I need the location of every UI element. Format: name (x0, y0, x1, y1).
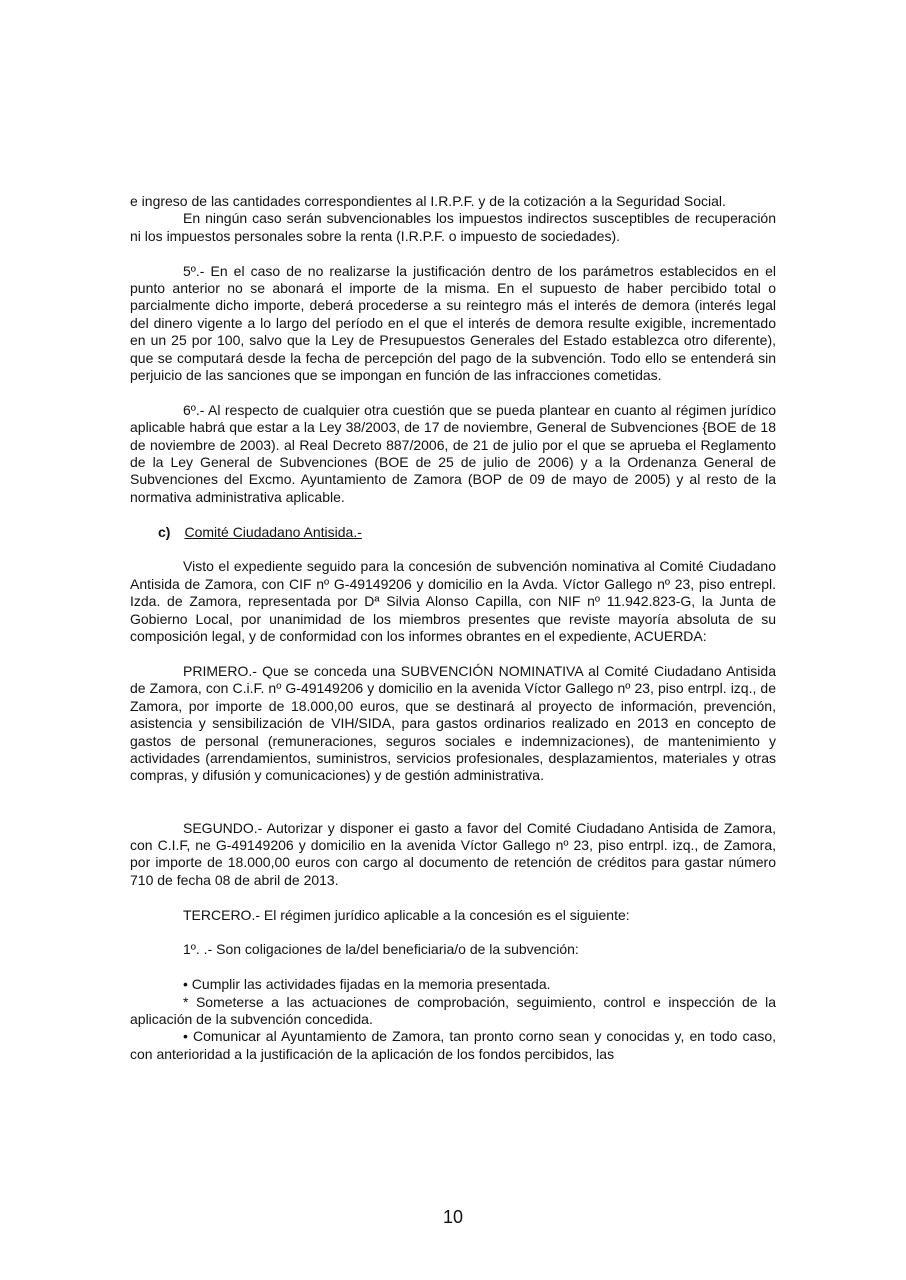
paragraph-punto-6: 6º.- Al respecto de cualquier otra cuestión que se pueda plantear en cuanto al régimen jurídico aplicable habrá que estar a la Ley 38/2003, de 17 de noviembre, General de Subvenciones {BOE de 18 de noviembre de 2003). al Real Decreto 887/2006, de 21 de julio por el que se aprueba el Reglamento de la Ley General de Subvenciones (BOE de 25 de julio de 2006) y a la Ordenanza General de Subvenciones del Excmo. Ayuntamiento de Zamora (BOP de 09 de mayo de 2005) y al resto de la normativa administrativa aplicable. (130, 401, 776, 505)
list-item-comunicar: • Comunicar al Ayuntamiento de Zamora, tan pronto corno sean y conocidas y, en todo caso, con anterioridad a la justificación de la aplicación de los fondos percibidos, las (130, 1028, 776, 1062)
paragraph-segundo: SEGUNDO.- Autorizar y disponer ei gasto a favor del Comité Ciudadano Antisida de Zamora, con C.I.F, ne G-49149206 y domicilio en la avenida Víctor Gallego nº 23, piso entrpl. izq., de Zamora, por importe de 18.000,00 euros con cargo al documento de retención de créditos para gastar número 710 de fecha 08 de abril de 2013. (130, 819, 776, 888)
paragraph-obligaciones: 1º. .- Son coligaciones de la/del beneficiaria/o de la subvención: (183, 941, 579, 958)
list-item-someterse: * Someterse a las actuaciones de comprobación, seguimiento, control e inspección de la aplicación de la subvención concedida. (130, 993, 776, 1027)
paragraph-cotizacion: e ingreso de las cantidades correspondientes al I.R.P.F. y de la cotización a la Seguridad Social. (130, 193, 726, 209)
section-c-title: Comité Ciudadano Antisida.- (184, 523, 362, 540)
paragraph-visto-expediente: Visto el expediente seguido para la concesión de subvención nominativa al Comité Ciudadano Antisida de Zamora, con CIF nº G-49149206 y domicilio en la Avda. Víctor Gallego nº 23, piso entrepl. Izda. de Zamora, representada por Dª Silvia Alonso Capilla, con NIF nº 11.942.823-G, la Junta de Gobierno Local, por unanimidad de los miembros presentes que reviste mayoría absoluta de su composición legal, y de conformidad con los informes obrantes en el expediente, ACUERDA: (130, 558, 776, 645)
section-c-heading (130, 524, 776, 541)
section-c-letter: c) (158, 523, 171, 540)
paragraph-impuestos: En ningún caso serán subvencionables los impuestos indirectos susceptibles de recuperación ni los impuestos personales sobre la renta (I.R.P.F. o impuesto de sociedades). (130, 210, 776, 244)
document-body (130, 193, 776, 1063)
list-item-cumplir: • Cumplir las actividades fijadas en la memoria presentada. (183, 976, 551, 993)
paragraph-tercero: TERCERO.- El régimen jurídico aplicable a la concesión es el siguiente: (183, 906, 630, 923)
page-number: 10 (442, 1207, 464, 1227)
paragraph-punto-5: 5º.- En el caso de no realizarse la justificación dentro de los parámetros establecidos en el punto anterior no se abonará el importe de la misma. En el supuesto de haber percibido total o parcialmente dicho importe, deberá procederse a su reintegro más el interés de demora (interés legal del dinero vigente a lo largo del período en el que el interés de demora resulte exigible, incrementado en un 25 por 100, salvo que la Ley de Presupuestos Generales del Estado establezca otro diferente), que se computará desde la fecha de percepción del pago de la subvención. Todo ello se entenderá sin perjuicio de las sanciones que se impongan en función de las infracciones cometidas. (130, 262, 776, 384)
paragraph-primero: PRIMERO.- Que se conceda una SUBVENCIÓN NOMINATIVA al Comité Ciudadano Antisida de Zamora, con C.i.F. nº G-49149206 y domicilio en la avenida Víctor Gallego nº 23, piso entrpl. izq., de Zamora, por importe de 18.000,00 euros, que se destinará al proyecto de información, prevención, asistencia y sensibilización de VIH/SIDA, para gastos ordinarios realizado en 2013 en concepto de gastos de personal (remuneraciones, seguros sociales e indemnizaciones), de mantenimiento y actividades (arrendamientos, suministros, servicios profesionales, desplazamientos, materiales y otras compras, y difusión y comunicaciones) y de gestión administrativa. (130, 662, 776, 784)
